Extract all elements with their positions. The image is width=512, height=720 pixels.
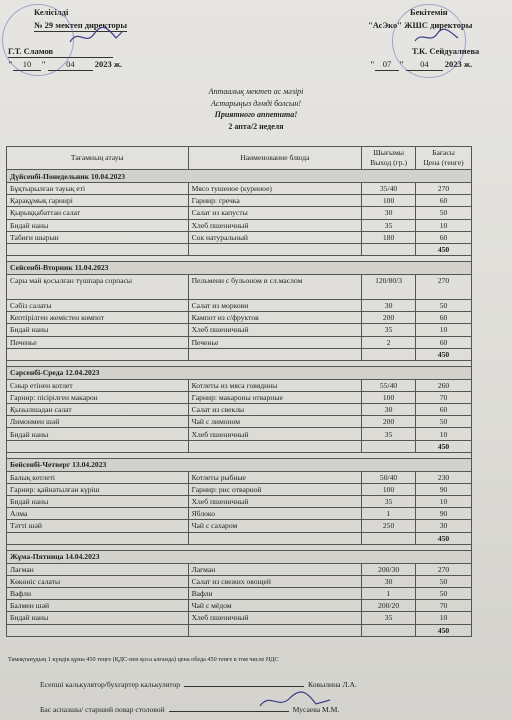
total-row: [7, 348, 472, 360]
dish-kz: Гарнир: пісірілген макарон: [7, 391, 189, 403]
table-row: [7, 471, 472, 483]
title-ru-wish: Приятного аппетита!: [214, 110, 298, 119]
dish-kz: Қарақұмық гарнирі: [7, 195, 189, 207]
dish-ru: Гарнир: гречка: [188, 195, 362, 207]
table-row: [7, 219, 472, 231]
dish-ru: Яблоко: [188, 508, 362, 520]
empty-cell: [362, 440, 416, 452]
right-approve-word: Бекітемін: [410, 7, 448, 17]
dish-ru: Пельмени с бульоном и сл.маслом: [188, 274, 362, 299]
day-header-row: [7, 550, 472, 563]
dish-kz: Лимонмен шәй: [7, 416, 189, 428]
price-cell: 270: [416, 183, 472, 195]
header-price: Бағасы Цена (тенге): [416, 147, 472, 170]
output-cell: 100: [362, 195, 416, 207]
output-cell: 200/20: [362, 600, 416, 612]
price-cell: 230: [416, 471, 472, 483]
day-title: Сейсенбі-Вторник 11.04.2023: [7, 261, 472, 274]
empty-cell: [188, 624, 362, 636]
dish-ru: Котлеты рыбные: [188, 471, 362, 483]
output-cell: 100: [362, 483, 416, 495]
dish-ru: Хлеб пшеничный: [188, 324, 362, 336]
empty-cell: [362, 624, 416, 636]
price-cell: 60: [416, 336, 472, 348]
empty-cell: [7, 243, 189, 255]
output-cell: 55/40: [362, 379, 416, 391]
price-cell: 270: [416, 274, 472, 299]
day-title: Жұма-Пятница 14.04.2023: [7, 550, 472, 563]
price-cell: 70: [416, 600, 472, 612]
output-cell: 35: [362, 324, 416, 336]
dish-kz: Бидай наны: [7, 324, 189, 336]
dish-kz: Алма: [7, 508, 189, 520]
accountant-label: Есепші калькулятор/бухгартер калькулятор: [40, 680, 181, 689]
dish-kz: Балмен шәй: [7, 600, 189, 612]
dish-ru: Котлеты из мяса говядины: [188, 379, 362, 391]
empty-cell: [7, 440, 189, 452]
empty-cell: [362, 243, 416, 255]
total-row: [7, 532, 472, 544]
day-header-row: [7, 261, 472, 274]
price-cell: 50: [416, 299, 472, 311]
output-cell: 180: [362, 231, 416, 243]
table-row: [7, 231, 472, 243]
table-row: [7, 336, 472, 348]
left-approve-word: Келісілді: [34, 7, 69, 17]
price-cell: 60: [416, 231, 472, 243]
output-cell: 35: [362, 496, 416, 508]
price-cell: 260: [416, 379, 472, 391]
dish-ru: Чай с мёдом: [188, 600, 362, 612]
price-cell: 50: [416, 207, 472, 219]
total-row: [7, 440, 472, 452]
dish-kz: Бидай наны: [7, 496, 189, 508]
price-cell: 10: [416, 428, 472, 440]
empty-cell: [7, 532, 189, 544]
price-cell: 50: [416, 416, 472, 428]
day-total: 450: [416, 348, 472, 360]
title-kz: Аптаалық мектеп ас мәзірі: [208, 87, 304, 96]
menu-titles: [0, 86, 512, 132]
dish-ru: Мясо тушеное (куриное): [188, 183, 362, 195]
dish-ru: Гарнир: рис отварной: [188, 483, 362, 495]
day-header-row: [7, 170, 472, 183]
price-note: Тамақтанудың 1 күндік құны 450 теңге (ҚДС-пен қоса алғанда) цена обеда 450 тенге в том числе НДС: [8, 656, 279, 663]
header-dish-kz: Тағамның атауы: [7, 147, 189, 170]
day-header-row: [7, 366, 472, 379]
table-row: [7, 404, 472, 416]
price-cell: 60: [416, 312, 472, 324]
output-cell: 50/40: [362, 471, 416, 483]
price-cell: 50: [416, 587, 472, 599]
output-cell: 35: [362, 219, 416, 231]
output-cell: 30: [362, 207, 416, 219]
day-total: 450: [416, 532, 472, 544]
director-signature-left: [66, 24, 126, 50]
empty-cell: [362, 348, 416, 360]
output-cell: 200: [362, 416, 416, 428]
price-cell: 10: [416, 612, 472, 624]
dish-ru: Хлеб пшеничный: [188, 428, 362, 440]
price-cell: 270: [416, 563, 472, 575]
left-director-line: № 29 мектеп директоры: [34, 20, 127, 30]
table-header-row: [7, 147, 472, 170]
total-row: [7, 243, 472, 255]
dish-kz: Лағман: [7, 563, 189, 575]
day-total: 450: [416, 243, 472, 255]
right-director-name: Т.К. Сейдуалиева: [412, 46, 480, 56]
empty-cell: [362, 532, 416, 544]
table-row: [7, 416, 472, 428]
output-cell: 2: [362, 336, 416, 348]
table-row: [7, 612, 472, 624]
dish-kz: Бидай наны: [7, 428, 189, 440]
output-cell: 100: [362, 391, 416, 403]
left-date: " 10 " 04 2023 ж.: [8, 59, 123, 69]
cook-label: Бас аспазшы/ старший повар столовой: [40, 705, 165, 714]
day-header-row: [7, 458, 472, 471]
table-row: [7, 379, 472, 391]
empty-cell: [188, 348, 362, 360]
title-kz-wish: Астарыңыз дәмді болсын!: [211, 98, 301, 108]
price-cell: 10: [416, 496, 472, 508]
table-row: [7, 312, 472, 324]
price-cell: 90: [416, 483, 472, 495]
dish-ru: Хлеб пшеничный: [188, 219, 362, 231]
empty-cell: [188, 532, 362, 544]
table-row: [7, 195, 472, 207]
output-cell: 120/80/3: [362, 274, 416, 299]
table-row: [7, 508, 472, 520]
dish-kz: Сары май қосылған түшпара сорпасы: [7, 274, 189, 299]
price-cell: 70: [416, 391, 472, 403]
table-row: [7, 563, 472, 575]
output-cell: 200: [362, 312, 416, 324]
table-row: [7, 324, 472, 336]
menu-table: [6, 146, 472, 637]
dish-kz: Бұқтырылған тауық еті: [7, 183, 189, 195]
day-total: 450: [416, 624, 472, 636]
dish-ru: Салат из свеклы: [188, 404, 362, 416]
dish-ru: Хлеб пшеничный: [188, 612, 362, 624]
dish-kz: Сәбіз салаты: [7, 299, 189, 311]
accountant-name: Ковылина Л.А.: [308, 680, 357, 689]
day-total: 450: [416, 440, 472, 452]
dish-kz: Кептірілген жемістен компот: [7, 312, 189, 324]
table-row: [7, 587, 472, 599]
table-row: [7, 274, 472, 299]
table-row: [7, 183, 472, 195]
table-row: [7, 600, 472, 612]
left-director-name: Г.Т. Сламов: [8, 45, 113, 58]
table-row: [7, 207, 472, 219]
output-cell: 30: [362, 404, 416, 416]
header-dish-ru: Наименование блюда: [188, 147, 362, 170]
dish-kz: Бидай наны: [7, 612, 189, 624]
dish-kz: Қырыққабаттан салат: [7, 207, 189, 219]
day-title: Бейсенбі-Четверг 13.04.2023: [7, 458, 472, 471]
day-title: Сәрсенбі-Среда 12.04.2023: [7, 366, 472, 379]
dish-kz: Сиыр етінен котлет: [7, 379, 189, 391]
price-cell: 10: [416, 324, 472, 336]
dish-ru: Салат из свежих овощей: [188, 575, 362, 587]
accountant-signature-line: [40, 678, 357, 689]
dish-ru: Кампот из с/фруктов: [188, 312, 362, 324]
table-row: [7, 575, 472, 587]
output-cell: 35/40: [362, 183, 416, 195]
empty-cell: [7, 348, 189, 360]
dish-ru: Чай с лимоном: [188, 416, 362, 428]
round-stamp-left: [2, 4, 74, 76]
dish-kz: Табиғи шырын: [7, 231, 189, 243]
dish-kz: Балық котлеті: [7, 471, 189, 483]
empty-cell: [7, 624, 189, 636]
right-director-line: "АсЭко" ЖШС директоры: [368, 20, 473, 30]
right-date: " 07 " 04 2023 ж.: [370, 59, 473, 69]
dish-ru: Хлеб пшеничный: [188, 496, 362, 508]
price-cell: 30: [416, 520, 472, 532]
output-cell: 30: [362, 575, 416, 587]
dish-ru: Печенье: [188, 336, 362, 348]
output-cell: 35: [362, 428, 416, 440]
table-row: [7, 496, 472, 508]
dish-ru: Салат из капусты: [188, 207, 362, 219]
cook-name: Мусаева М.М.: [292, 705, 340, 714]
dish-kz: Вафли: [7, 587, 189, 599]
header-output: Шығымы Выход (гр.): [362, 147, 416, 170]
table-row: [7, 428, 472, 440]
cook-signature: [256, 690, 336, 714]
total-row: [7, 624, 472, 636]
title-week: 2 апта/2 неделя: [228, 121, 284, 131]
output-cell: 1: [362, 508, 416, 520]
price-cell: 10: [416, 219, 472, 231]
output-cell: 30: [362, 299, 416, 311]
dish-ru: Гарнир: макароны отварные: [188, 391, 362, 403]
dish-kz: Бидай наны: [7, 219, 189, 231]
price-cell: 60: [416, 404, 472, 416]
signature-blank: [184, 678, 304, 687]
output-cell: 200/30: [362, 563, 416, 575]
empty-cell: [188, 440, 362, 452]
dish-ru: Сок натуральный: [188, 231, 362, 243]
director-signature-right: [412, 26, 462, 48]
dish-ru: Лагман: [188, 563, 362, 575]
dish-kz: Печенье: [7, 336, 189, 348]
output-cell: 1: [362, 587, 416, 599]
price-cell: 50: [416, 575, 472, 587]
dish-kz: Гарнир: қайнатылған күріш: [7, 483, 189, 495]
day-title: Дүйсенбі-Понедельник 10.04.2023: [7, 170, 472, 183]
dish-kz: Көкөніс салаты: [7, 575, 189, 587]
output-cell: 35: [362, 612, 416, 624]
dish-kz: Қызылшадан салат: [7, 404, 189, 416]
dish-ru: Вафли: [188, 587, 362, 599]
price-cell: 60: [416, 195, 472, 207]
output-cell: 250: [362, 520, 416, 532]
table-row: [7, 391, 472, 403]
dish-kz: Тәтті шәй: [7, 520, 189, 532]
table-row: [7, 299, 472, 311]
table-row: [7, 483, 472, 495]
table-row: [7, 520, 472, 532]
dish-ru: Чай с сахаром: [188, 520, 362, 532]
dish-ru: Салат из моркови: [188, 299, 362, 311]
empty-cell: [188, 243, 362, 255]
price-cell: 90: [416, 508, 472, 520]
